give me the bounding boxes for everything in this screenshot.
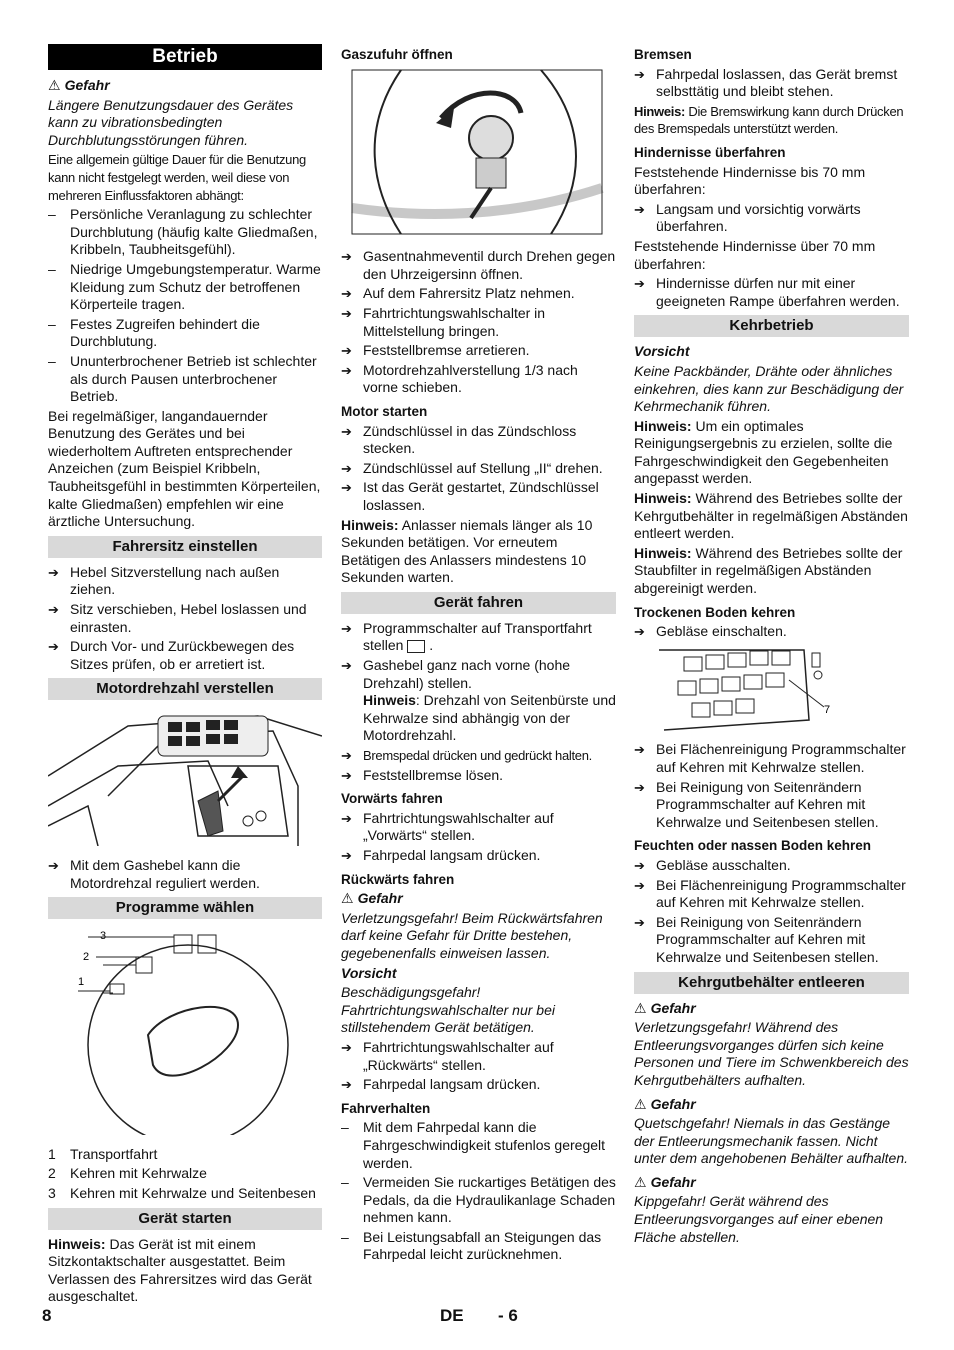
warning-heading: ⚠ Gefahr bbox=[634, 999, 696, 1016]
feucht-title: Feuchten oder nassen Boden kehren bbox=[634, 838, 872, 854]
section-title-betrieb: Betrieb bbox=[48, 44, 322, 70]
callout-2: 2 bbox=[83, 951, 90, 964]
kehr-vorsicht-text: Keine Packbänder, Drähte oder ähnliches einkehren, dies kann zur Beschädigung der Kehrmechanik führen. bbox=[634, 362, 904, 415]
list-item: ➔ Gebläse ausschalten. bbox=[634, 857, 909, 875]
warning-heading: ⚠ Gefahr bbox=[634, 1173, 696, 1190]
column-2 bbox=[341, 44, 616, 1266]
list-item: ➔ Fahrpedal langsam drücken. bbox=[341, 1076, 616, 1094]
program-legend bbox=[48, 1146, 322, 1203]
caution-heading: Vorsicht bbox=[634, 343, 690, 360]
ent-gefahr-2: Quetschgefahr! Niemals in das Gestänge der Entleerungsmechanik fassen. Nicht unter dem angehobenen Behälter aufhalten. bbox=[634, 1115, 908, 1167]
motor-steps bbox=[341, 423, 616, 515]
transport-icon bbox=[407, 640, 425, 653]
control-panel-figure bbox=[634, 645, 909, 736]
list-item: ➔ Motordrehzahlverstellung 1/3 nach vorne schieben. bbox=[341, 362, 616, 397]
list-item: ➔ Programmschalter auf Transportfahrt stellen . bbox=[341, 620, 616, 655]
program-switch-drawing bbox=[48, 925, 322, 1135]
list-item: ➔ Durch Vor- und Zurückbewegen des Sitzes prüfen, ob er arretiert ist. bbox=[48, 638, 322, 673]
rueck-title: Rückwärts fahren bbox=[341, 871, 455, 887]
section-fahrersitz: Fahrersitz einstellen bbox=[48, 536, 322, 558]
feucht-steps bbox=[634, 857, 909, 967]
warning-heading: ⚠ Gefahr bbox=[341, 890, 403, 907]
list-item: – Mit dem Fahrpedal kann die Fahrgeschwindigkeit stufenlos geregelt werden. bbox=[341, 1119, 616, 1172]
gas-title: Gaszufuhr öffnen bbox=[341, 47, 453, 62]
vor-title: Vorwärts fahren bbox=[341, 791, 443, 807]
rueck-gefahr-text: Verletzungsgefahr! Beim Rückwärtsfahren darf keine Gefahr für Dritte bestehen, gegebenenfalls einweisen lassen. bbox=[341, 909, 603, 961]
gas-valve-figure bbox=[341, 68, 616, 243]
list-item: ➔ Bei Reinigung von Seitenrändern Programmschalter auf Kehren mit Kehrwalze und Seitenbesen stellen. bbox=[634, 779, 909, 832]
warning-icon: ⚠ bbox=[634, 1173, 647, 1190]
ent-gefahr-1: Verletzungsgefahr! Während des Entleerungsvorganges dürfen sich keine Personen und Tiere im Schwenkbereich des Kehrgutbehälters aufhalten. bbox=[634, 1019, 909, 1088]
list-item: ➔ Fahrtrichtungswahlschalter in Mittelstellung bringen. bbox=[341, 305, 616, 340]
trocken-steps bbox=[634, 741, 909, 831]
warning-text: Längere Benutzungsdauer des Gerätes kann zu vibrationsbedingten Durchblutungsstörungen führen. bbox=[48, 96, 294, 148]
fahrverhalten-title: Fahrverhalten bbox=[341, 1100, 431, 1116]
section-start: Gerät starten bbox=[48, 1208, 322, 1230]
kehr-hint-1: Hinweis: Um ein optimales Reinigungsergebnis zu erzielen, sollte die Fahrgeschwindigkeit den Gegebenheiten angepasst werden. bbox=[634, 417, 893, 487]
sub-page-number: - 6 bbox=[498, 1306, 518, 1325]
legend-item: 1 Transportfahrt bbox=[48, 1145, 158, 1162]
list-item: ➔ Bremspedal drücken und gedrückt halten. bbox=[341, 747, 616, 765]
list-item: – Vermeiden Sie ruckartiges Betätigen des Pedals, da die Hydraulikanlage Schaden nehmen kann. bbox=[341, 1174, 616, 1227]
warning-heading bbox=[48, 77, 322, 95]
bremsen-title: Bremsen bbox=[634, 47, 692, 62]
warning-icon: ⚠ bbox=[341, 890, 354, 907]
warning-icon: ⚠ bbox=[634, 999, 647, 1016]
list-item: ➔ Gasentnahmeventil durch Drehen gegen den Uhrzeigersinn öffnen. bbox=[341, 248, 616, 283]
rueck-steps bbox=[341, 1039, 616, 1094]
callout-1: 1 bbox=[78, 976, 85, 989]
fahren-steps bbox=[341, 620, 616, 784]
caution-heading: Vorsicht bbox=[341, 964, 397, 981]
list-item: ➔ Sitz verschieben, Hebel loslassen und einrasten. bbox=[48, 601, 322, 636]
hind-p2: Feststehende Hindernisse über 70 mm überfahren: bbox=[634, 237, 876, 272]
kehr-hint-2: Hinweis: Während des Betriebes sollte der Kehrgutbehälter in regelmäßigen Abständen entleert werden. bbox=[634, 490, 908, 542]
bremsen-hint: Hinweis: Die Bremswirkung kann durch Drücken des Bremspedals unterstützt werden. bbox=[634, 103, 904, 137]
legend-item: 3 Kehren mit Kehrwalze und Seitenbesen bbox=[48, 1184, 316, 1201]
list-item: ➔ Zündschlüssel auf Stellung „II“ drehen. bbox=[341, 460, 616, 478]
section-kehr: Kehrbetrieb bbox=[634, 315, 909, 337]
program-switch-figure bbox=[48, 925, 322, 1140]
list-item: ➔ Feststellbremse lösen. bbox=[341, 767, 616, 785]
list-item: – Niedrige Umgebungstemperatur. Warme Kleidung zum Schutz der betroffenen Körperteile tragen. bbox=[48, 261, 322, 314]
gas-lever-figure bbox=[48, 706, 322, 851]
list-item: – Ununterbrochener Betrieb ist schlechter als durch Pausen unterbrochener Betrieb. bbox=[48, 353, 322, 406]
trocken-title: Trockenen Boden kehren bbox=[634, 604, 796, 620]
vor-steps bbox=[341, 810, 616, 865]
fahrverhalten-list bbox=[341, 1119, 616, 1264]
section-entleeren: Kehrgutbehälter entleeren bbox=[634, 972, 909, 994]
list-item: ➔ Bei Flächenreinigung Programmschalter auf Kehren mit Kehrwalze stellen. bbox=[634, 741, 909, 776]
list-item: ➔ Mit dem Gashebel kann die Motordrehzal reguliert werden. bbox=[48, 857, 322, 892]
factor-list bbox=[48, 206, 322, 406]
page-number: 8 bbox=[42, 1306, 52, 1325]
hind-p1: Feststehende Hindernisse bis 70 mm überfahren: bbox=[634, 163, 866, 198]
warning-heading: ⚠ Gefahr bbox=[634, 1095, 696, 1112]
list-item: ➔ Fahrpedal langsam drücken. bbox=[341, 847, 616, 865]
gas-steps bbox=[341, 248, 616, 397]
section-programme: Programme wählen bbox=[48, 897, 322, 919]
start-hint: Hinweis: Das Gerät ist mit einem Sitzkontaktschalter ausgestattet. Beim Verlassen des Fahrersitzes wird das Gerät ausgeschaltet. bbox=[48, 1235, 312, 1305]
list-item: ➔ Zündschlüssel in das Zündschloss stecken. bbox=[341, 423, 616, 458]
section-motordrehzahl: Motordrehzahl verstellen bbox=[48, 678, 322, 700]
list-item: ➔ Langsam und vorsichtig vorwärts überfahren. bbox=[634, 201, 909, 236]
list-item: ➔ Ist das Gerät gestartet, Zündschlüssel loslassen. bbox=[341, 479, 616, 514]
list-item: ➔ Fahrpedal loslassen, das Gerät bremst selbsttätig und bleibt stehen. bbox=[634, 66, 909, 101]
list-item: ➔ Feststellbremse arretieren. bbox=[341, 342, 616, 360]
list-item: ➔ Hindernisse dürfen nur mit einer geeigneten Rampe überfahren werden. bbox=[634, 275, 909, 310]
list-item: ➔ Bei Reinigung von Seitenrändern Programmschalter auf Kehren mit Kehrwalze und Seitenbesen stellen. bbox=[634, 914, 909, 967]
kehr-hint-3: Hinweis: Während des Betriebes sollte der Staubfilter in regelmäßigen Abständen abgereinigt werden. bbox=[634, 544, 903, 597]
motor-title: Motor starten bbox=[341, 403, 428, 419]
fahrersitz-steps bbox=[48, 564, 322, 674]
warning-label: Gefahr bbox=[64, 77, 110, 93]
list-item: ➔ Hebel Sitzverstellung nach außen ziehen. bbox=[48, 564, 322, 599]
callout-7: 7 bbox=[824, 703, 831, 716]
control-panel-drawing bbox=[634, 645, 909, 731]
bremsen-steps bbox=[634, 66, 909, 101]
section-fahren: Gerät fahren bbox=[341, 592, 616, 614]
hind-title: Hindernisse überfahren bbox=[634, 144, 786, 160]
rueck-vorsicht-text: Beschädigungsgefahr! Fahrtrichtungswahlschalter nur bei stillstehendem Gerät betätigen. bbox=[341, 984, 555, 1036]
gas-lever-drawing bbox=[48, 706, 322, 846]
warning-icon: ⚠ bbox=[48, 77, 61, 93]
list-item: ➔ Bei Flächenreinigung Programmschalter auf Kehren mit Kehrwalze stellen. bbox=[634, 877, 909, 912]
gas-valve-drawing bbox=[341, 68, 616, 238]
list-item: ➔ Gashebel ganz nach vorne (hohe Drehzahl) stellen. Hinweis: Drehzahl von Seitenbürste und Kehrwalze sind abhängig von der Motordrehzahl. bbox=[341, 657, 616, 745]
list-item: – Persönliche Veranlagung zu schlechter Durchblutung (häufig kalte Gliedmaßen, Kribbeln, Taubheitsgefühl). bbox=[48, 206, 322, 259]
list-item: ➔ Auf dem Fahrersitz Platz nehmen. bbox=[341, 285, 616, 303]
motor-hint: Hinweis: Anlasser niemals länger als 10 Sekunden betätigen. Vor erneutem Betätigen des Anlassers mindestens 10 Sekunden warten. bbox=[341, 516, 593, 586]
warning-icon: ⚠ bbox=[634, 1095, 647, 1112]
list-item: ➔ Gebläse einschalten. bbox=[634, 623, 909, 641]
column-1 bbox=[48, 44, 322, 1308]
list-item: – Bei Leistungsabfall an Steigungen das Fahrpedal leicht zurücknehmen. bbox=[341, 1229, 616, 1264]
list-item: – Festes Zugreifen behindert die Durchblutung. bbox=[48, 316, 322, 351]
trocken-step-1 bbox=[634, 623, 909, 641]
motordrehzahl-steps bbox=[48, 857, 322, 892]
list-item: ➔ Fahrtrichtungswahlschalter auf „Rückwärts“ stellen. bbox=[341, 1039, 616, 1074]
legend-item: 2 Kehren mit Kehrwalze bbox=[48, 1165, 207, 1182]
list-item: ➔ Fahrtrichtungswahlschalter auf „Vorwärts“ stellen. bbox=[341, 810, 616, 845]
hind-steps-2 bbox=[634, 275, 909, 310]
ent-gefahr-3: Kippgefahr! Gerät während des Entleerungsvorganges auf einer ebenen Fläche abstellen. bbox=[634, 1193, 884, 1245]
callout-3: 3 bbox=[100, 930, 107, 943]
language-code: DE bbox=[440, 1306, 464, 1325]
intro-text: Eine allgemein gültige Dauer für die Benutzung kann nicht festgelegt werden, weil diese von mehreren Einflussfaktoren abhängt: bbox=[48, 152, 306, 203]
conclusion-text: Bei regelmäßiger, langandauernder Benutzung des Gerätes und bei wiederholtem Auftreten entsprechender Anzeichen (zum Beispiel Kribbeln, Taubheitsgefühl in bestimmten Körperteilen, kalte Gliedmaßen) empfehlen wir eine ärztliche Untersuchung. bbox=[48, 407, 321, 530]
hind-steps-1 bbox=[634, 201, 909, 236]
column-3 bbox=[634, 44, 909, 1248]
